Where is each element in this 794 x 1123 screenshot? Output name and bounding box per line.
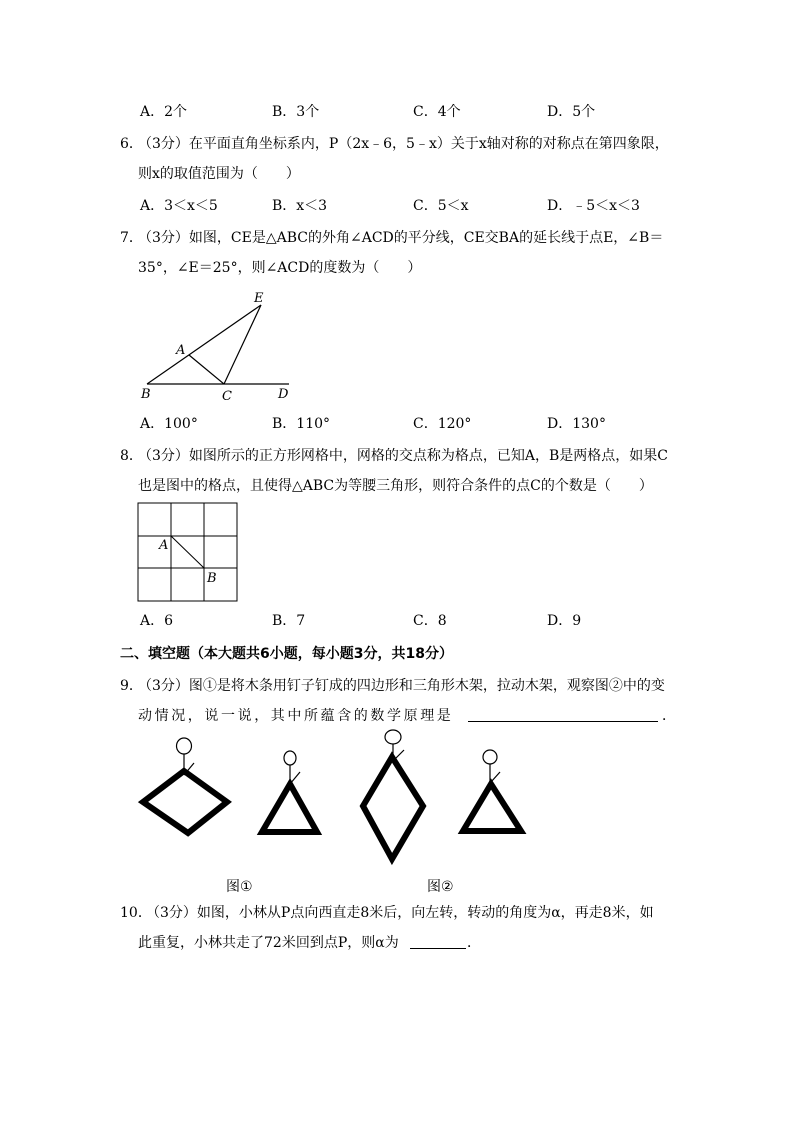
q6-option-d: D．﹣5＜x＜3	[547, 198, 640, 214]
q10-stem-line2: 此重复，小林共走了72米回到点P，则α为	[138, 935, 399, 951]
label-b: B	[141, 387, 151, 402]
label-a: A	[176, 343, 186, 358]
label-d: D	[278, 387, 289, 402]
q7-option-c: C．120°	[413, 416, 472, 432]
q8-option-a: A．6	[140, 613, 174, 629]
q7-option-d: D．130°	[547, 416, 606, 432]
q9-stem-line2: 动情况，说一说，其中所蕴含的数学原理是	[138, 708, 454, 724]
grid-label-a: A	[159, 538, 169, 553]
q8-option-c: C．8	[413, 613, 447, 629]
grid-label-b: B	[207, 571, 217, 586]
q8-stem-line1: （3分）如图所示的正方形网格中，网格的交点称为格点，已知A，B是两格点，如果C	[138, 448, 669, 464]
q6-stem-line1: （3分）在平面直角坐标系内，P（2x﹣6，5﹣x）关于x轴对称的对称点在第四象限，	[138, 136, 669, 152]
q6-stem-line2: 则x的取值范围为（ ）	[138, 166, 300, 182]
q5-option-a: A．2个	[140, 104, 188, 120]
q7-stem-line2: 35°，∠E＝25°，则∠ACD的度数为（ ）	[138, 260, 422, 276]
q10-period: ．	[467, 935, 481, 951]
q8-number: 8．	[120, 448, 143, 464]
q7-option-b: B．110°	[272, 416, 331, 432]
q8-option-b: B．7	[272, 613, 306, 629]
q6-option-b: B．x＜3	[272, 198, 328, 214]
q5-option-c: C．4个	[413, 104, 461, 120]
q8-option-d: D．9	[547, 613, 582, 629]
frame-triangle-2	[463, 750, 521, 831]
figure-caption-1: 图①	[226, 879, 253, 895]
frame-quadrilateral	[143, 738, 227, 833]
q6-option-c: C．5＜x	[413, 198, 469, 214]
q8-stem-line2: 也是图中的格点，且使得△ABC为等腰三角形，则符合条件的点C的个数是（ ）	[138, 478, 653, 494]
q7-number: 7．	[120, 230, 143, 246]
label-e: E	[254, 291, 264, 306]
q5-option-d: D．5个	[547, 104, 596, 120]
label-c: C	[222, 389, 232, 404]
q7-stem-line1: （3分）如图，CE是△ABC的外角∠ACD的平分线，CE交BA的延长线于点E，∠B＝	[138, 230, 664, 246]
q7-option-a: A．100°	[140, 416, 198, 432]
q10-answer-blank[interactable]	[410, 934, 466, 949]
section-heading: 二、填空题（本大题共6小题，每小题3分，共18分）	[120, 646, 453, 662]
q6-option-a: A．3＜x＜5	[140, 198, 218, 214]
frame-stretched-quadrilateral	[363, 730, 423, 859]
q10-number: 10．	[120, 905, 152, 921]
q6-number: 6．	[120, 136, 143, 152]
q5-option-b: B．3个	[272, 104, 320, 120]
figure-caption-2: 图②	[427, 879, 454, 895]
q9-stem-line1: （3分）图①是将木条用钉子钉成的四边形和三角形木架，拉动木架，观察图②中的变	[138, 678, 665, 694]
q9-number: 9．	[120, 678, 143, 694]
frame-triangle	[262, 751, 317, 832]
q10-stem-line1: （3分）如图，小林从P点向西直走8米后，向左转，转动的角度为α，再走8米，如	[146, 905, 654, 921]
q9-period: ．	[662, 708, 676, 724]
